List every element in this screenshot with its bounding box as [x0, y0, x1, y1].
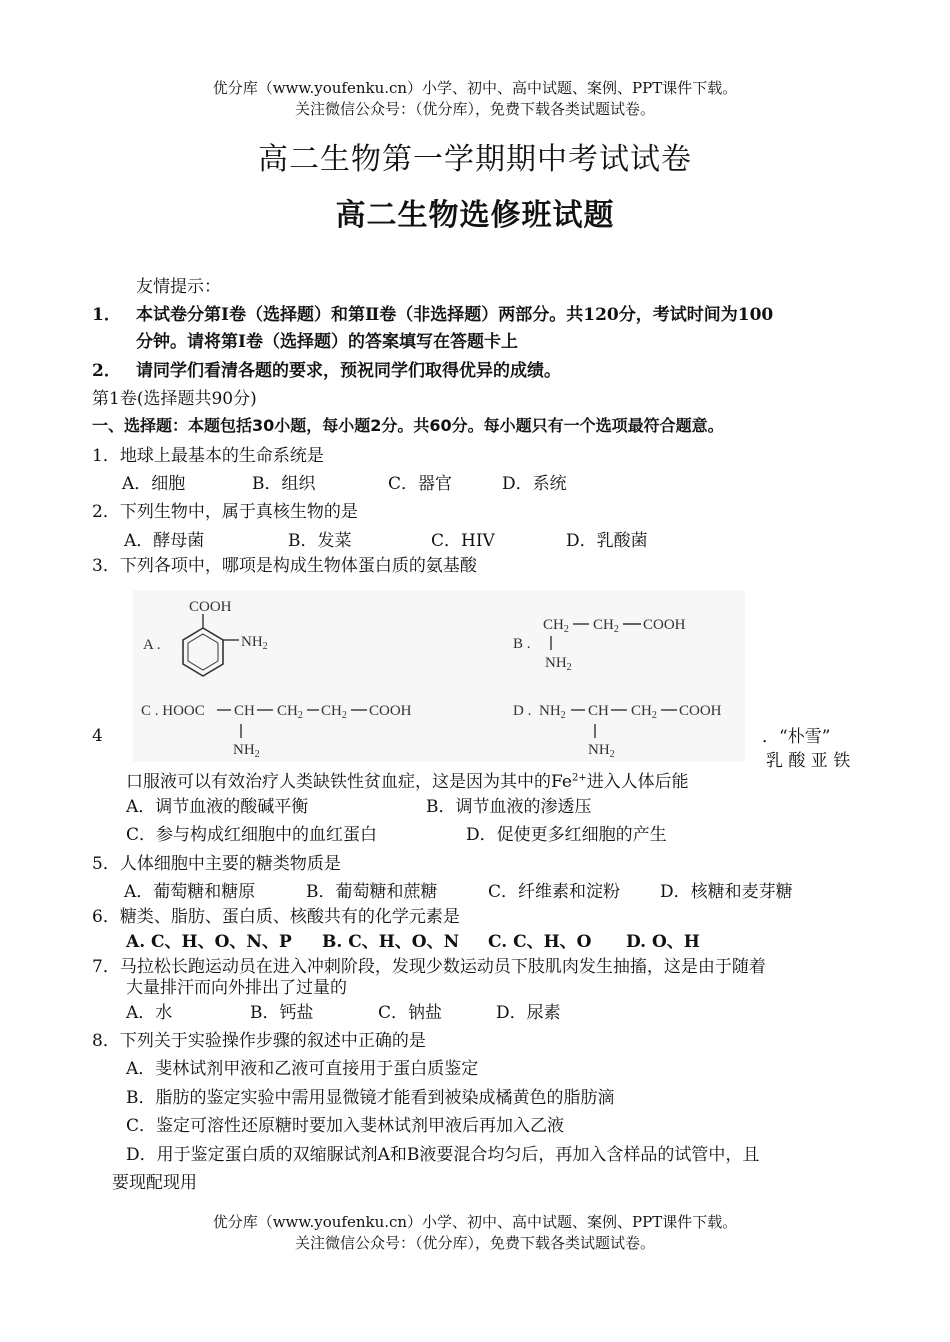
fig-c-ch: CH	[234, 703, 255, 719]
q2-option-c: C．HIV	[431, 531, 495, 551]
q2-option-d: D．乳酸菌	[566, 531, 648, 551]
fig-d-ch: CH	[588, 703, 609, 719]
q7-option-a: A．水	[126, 1003, 173, 1023]
tip-2-number: 2．	[92, 361, 121, 381]
fig-b-nh2: $NH_2$	[545, 655, 572, 673]
q5-option-c: C．纤维素和淀粉	[488, 882, 621, 902]
fig-b-label: B .	[513, 636, 531, 652]
q1-option-a: A．细胞	[122, 474, 186, 494]
q7-option-c: C．钠盐	[378, 1003, 443, 1023]
fig-c-nh2: $NH_2$	[233, 742, 260, 760]
fig-d-nh2-1: $NH_2$	[539, 703, 566, 721]
fig-c-cooh: COOH	[369, 703, 412, 719]
footer-line-2: 关注微信公众号：（优分库），免费下载各类试题试卷。	[294, 1234, 655, 1252]
q1-option-b: B．组织	[252, 474, 316, 494]
fig-d-nh2-2: $NH_2$	[588, 742, 615, 760]
page-title: 高二生物第一学期期中考试试卷	[258, 142, 692, 177]
tip-2-text: 请同学们看清各题的要求，预祝同学们取得优异的成绩。	[136, 361, 561, 381]
q4-stem: 口服液可以有效治疗人类缺铁性贫血症，这是因为其中的$Fe^{2+}$进入人体后能	[126, 772, 689, 792]
q6-option-d: D. O、H	[626, 932, 700, 952]
q8-option-c: C．鉴定可溶性还原糖时要加入斐林试剂甲液后再加入乙液	[126, 1116, 565, 1136]
q6-option-a: A. C、H、O、N、P	[126, 932, 292, 952]
q4-option-b: B．调节血液的渗透压	[426, 797, 592, 817]
q8-option-a: A．斐林试剂甲液和乙液可直接用于蛋白质鉴定	[126, 1059, 479, 1079]
q4-option-c: C．参与构成红细胞中的血红蛋白	[126, 825, 378, 845]
q4-side-text-2: 乳 酸 亚 铁	[766, 751, 851, 771]
header-line-1: 优分库（www.youfenku.cn）小学、初中、高中试题、案例、PPT课件下载。	[212, 79, 738, 97]
tip-1-line-2: 分钟。请将第Ⅰ卷（选择题）的答案填写在答题卡上	[136, 332, 518, 352]
fig-d-cooh: COOH	[679, 703, 722, 719]
fig-c-label: C . HOOC	[141, 703, 205, 719]
fig-a-cooh: COOH	[189, 599, 232, 615]
q6-stem: 6．糖类、脂肪、蛋白质、核酸共有的化学元素是	[92, 907, 460, 927]
q6-option-b: B. C、H、O、N	[322, 932, 460, 952]
q8-option-d-line-2: 要现配现用	[112, 1173, 197, 1193]
q7-stem-line-1: 7．马拉松长跑运动员在进入冲刺阶段，发现少数运动员下肢肌肉发生抽搐，这是由于随着	[92, 957, 766, 977]
fig-b-cooh: COOH	[643, 617, 686, 633]
q4-side-text-1: ．“朴雪”	[762, 727, 831, 747]
q5-stem: 5．人体细胞中主要的糖类物质是	[92, 854, 341, 874]
fig-a-label: A .	[143, 637, 161, 653]
q2-option-b: B．发菜	[288, 531, 352, 551]
header-line-2: 关注微信公众号：（优分库），免费下载各类试题试卷。	[294, 100, 655, 118]
fig-c-ch2-2: $CH_2$	[321, 703, 347, 721]
tip-1-line-1: 本试卷分第Ⅰ卷（选择题）和第Ⅱ卷（非选择题）两部分。共120分，考试时间为100	[136, 305, 774, 325]
q8-option-b: B．脂肪的鉴定实验中需用显微镜才能看到被染成橘黄色的脂肪滴	[126, 1088, 615, 1108]
footer-line-1: 优分库（www.youfenku.cn）小学、初中、高中试题、案例、PPT课件下载。	[212, 1213, 738, 1231]
fig-b-ch2-2: $CH_2$	[593, 617, 619, 635]
q5-option-d: D．核糖和麦芽糖	[660, 882, 793, 902]
q1-option-c: C．器官	[388, 474, 453, 494]
q4-option-d: D．促使更多红细胞的产生	[466, 825, 667, 845]
fig-b-ch2-1: $CH_2$	[543, 617, 569, 635]
tip-1-number: 1．	[92, 305, 121, 325]
fig-d-label: D .	[513, 703, 532, 719]
q1-option-d: D．系统	[502, 474, 567, 494]
q3-stem: 3．下列各项中，哪项是构成生物体蛋白质的氨基酸	[92, 556, 477, 576]
q2-stem: 2．下列生物中，属于真核生物的是	[92, 502, 358, 522]
q7-stem-line-2: 大量排汗而向外排出了过量的	[126, 978, 347, 998]
q8-stem: 8．下列关于实验操作步骤的叙述中正确的是	[92, 1031, 426, 1051]
q2-option-a: A．酵母菌	[124, 531, 205, 551]
page-subtitle: 高二生物选修班试题	[335, 198, 615, 233]
q1-stem: 1．地球上最基本的生命系统是	[92, 446, 324, 466]
volume-heading: 第1卷(选择题共90分)	[92, 389, 257, 409]
amino-acid-structures-figure	[133, 590, 745, 762]
q8-option-d-line-1: D．用于鉴定蛋白质的双缩脲试剂A和B液要混合均匀后，再加入含样品的试管中，且	[126, 1145, 760, 1165]
q7-option-d: D．尿素	[496, 1003, 561, 1023]
fig-c-ch2-1: $CH_2$	[277, 703, 303, 721]
q5-option-b: B．葡萄糖和蔗糖	[306, 882, 438, 902]
q7-option-b: B．钙盐	[250, 1003, 314, 1023]
fig-a-nh2: $NH_2$	[241, 634, 268, 652]
fig-d-ch2: $CH_2$	[631, 703, 657, 721]
tips-label: 友情提示：	[136, 277, 221, 297]
q5-option-a: A．葡萄糖和糖原	[124, 882, 256, 902]
section-heading: 一、选择题：本题包括30小题，每小题2分。共60分。每小题只有一个选项最符合题意。	[92, 416, 724, 435]
q6-option-c: C. C、H、O	[488, 932, 592, 952]
q4-number: 4	[92, 726, 103, 746]
q4-option-a: A．调节血液的酸碱平衡	[126, 797, 309, 817]
